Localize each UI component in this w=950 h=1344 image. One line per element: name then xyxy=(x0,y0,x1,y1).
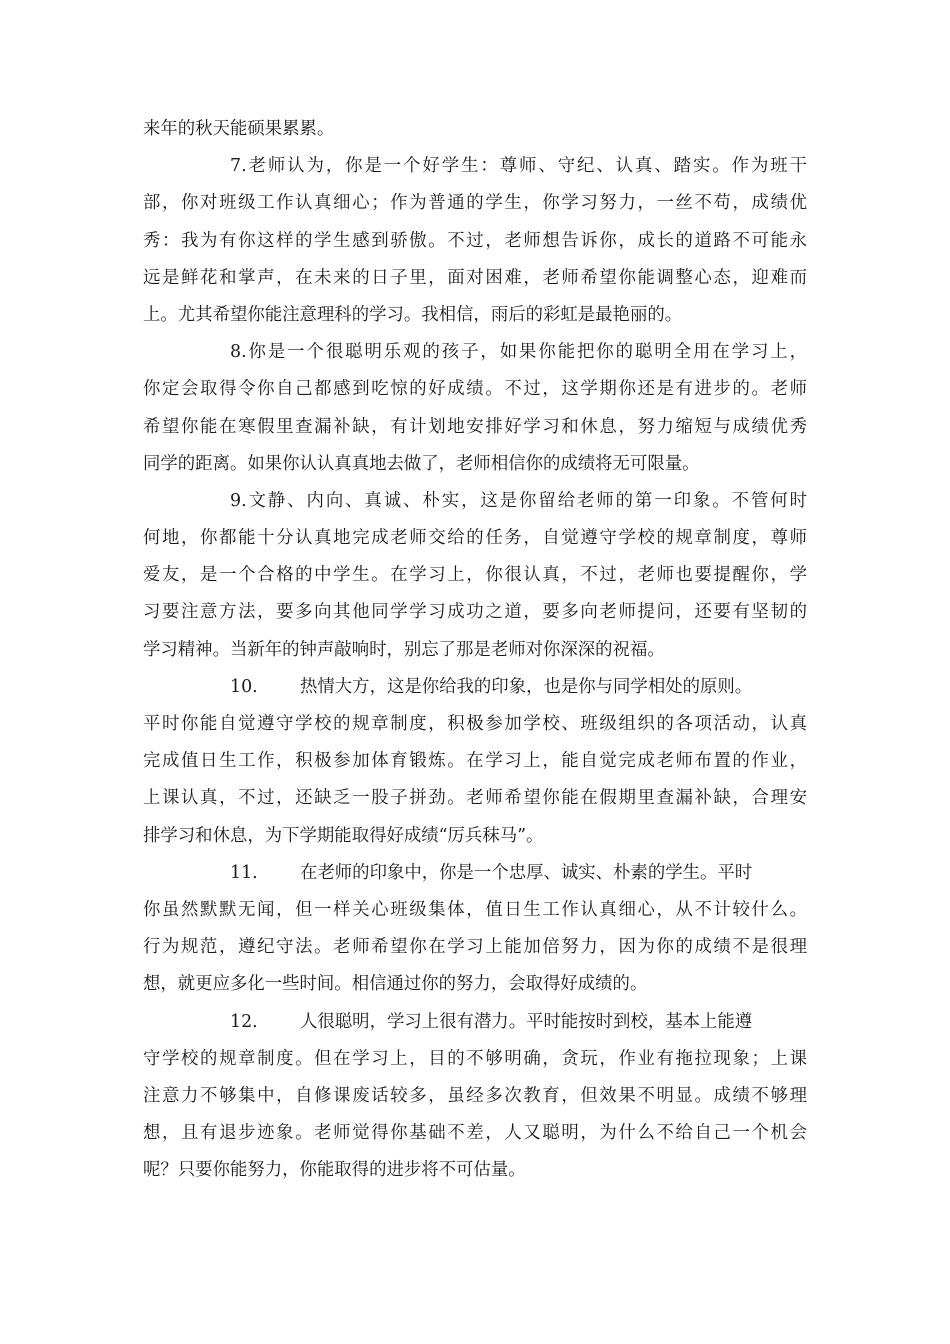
paragraph-number: 12. xyxy=(230,1011,258,1032)
text-line xyxy=(143,669,807,706)
text-line: 上课认真，不过，还缺乏一股子拼劲。老师希望你能在假期里查漏补缺，合理安 xyxy=(143,788,807,809)
text-line: 9.文静、内向、真诚、朴实，这是你留给老师的第一印象。不管何时 xyxy=(230,490,807,511)
text-line: 何地，你都能十分认真地完成老师交给的任务，自觉遵守学校的规章制度，尊师 xyxy=(143,528,807,549)
paragraph-9 xyxy=(143,483,807,669)
document-body xyxy=(143,111,807,1189)
text-line: 同学的距离。如果你认认真真地去做了，老师相信你的成绩将无可限量。 xyxy=(143,453,700,474)
text-line: 注意力不够集中，自修课废话较多，虽经多次教育，但效果不明显。成绩不够理 xyxy=(143,1085,807,1106)
text-line: 上。尤其希望你能注意理科的学习。我相信，雨后的彩虹是最艳丽的。 xyxy=(143,304,683,325)
text-span: 在老师的印象中，你是一个忠厚、诚实、朴素的学生。平时 xyxy=(300,862,753,883)
text-line: 希望你能在寒假里查漏补缺，有计划地安排好学习和休息，努力缩短与成绩优秀 xyxy=(143,416,807,437)
text-line: 想，且有退步迹象。老师觉得你基础不差，人又聪明，为什么不给自己一个机会 xyxy=(143,1123,807,1144)
text-line: 秀：我为有你这样的学生感到骄傲。不过，老师想告诉你，成长的道路不可能永 xyxy=(143,230,807,251)
text-line: 完成值日生工作，积极参加体育锻炼。在学习上，能自觉完成老师布置的作业， xyxy=(143,751,807,772)
paragraph-number: 11. xyxy=(230,862,258,883)
text-line: 你虽然默默无闻，但一样关心班级集体，值日生工作认真细心，从不计较什么。 xyxy=(143,899,807,920)
text-line: 爱友，是一个合格的中学生。在学习上，你很认真，不过，老师也要提醒你，学 xyxy=(143,565,807,586)
paragraph-continuation xyxy=(143,111,807,148)
text-line: 部，你对班级工作认真细心；作为普通的学生，你学习努力，一丝不苟，成绩优 xyxy=(143,193,807,214)
text-line: 7.老师认为，你是一个好学生：尊师、守纪、认真、踏实。作为班干 xyxy=(230,156,807,177)
paragraph-number: 10. xyxy=(230,676,258,697)
text-span: 人很聪明，学习上很有潜力。平时能按时到校，基本上能遵 xyxy=(300,1011,753,1032)
paragraph-8 xyxy=(143,334,807,483)
text-line xyxy=(143,1004,807,1041)
text-line: 学习精神。当新年的钟声敲响时，别忘了那是老师对你深深的祝福。 xyxy=(143,639,665,660)
text-line: 呢？只要你能努力，你能取得的进步将不可估量。 xyxy=(143,1160,526,1181)
text-line: 习要注意方法，要多向其他同学学习成功之道，要多向老师提问，还要有坚韧的 xyxy=(143,602,807,623)
text-line: 平时你能自觉遵守学校的规章制度，积极参加学校、班级组织的各项活动，认真 xyxy=(143,714,807,734)
text-line: 守学校的规章制度。但在学习上，目的不够明确，贪玩，作业有拖拉现象；上课 xyxy=(143,1048,807,1069)
paragraph-10 xyxy=(143,669,807,855)
text-line: 你定会取得令你自己都感到吃惊的好成绩。不过，这学期你还是有进步的。老师 xyxy=(143,379,807,400)
text-line: 8.你是一个很聪明乐观的孩子，如果你能把你的聪明全用在学习上， xyxy=(230,342,807,363)
text-line: 远是鲜花和掌声，在未来的日子里，面对困难，老师希望你能调整心态，迎难而 xyxy=(143,267,807,288)
paragraph-12 xyxy=(143,1004,807,1190)
text-span: 热情大方，这是你给我的印象，也是你与同学相处的原则。 xyxy=(300,676,753,697)
text-line: 来年的秋天能硕果累累。 xyxy=(143,119,335,139)
text-line: 排学习和休息，为下学期能取得好成绩“厉兵秣马”。 xyxy=(143,825,544,846)
paragraph-7 xyxy=(143,148,807,334)
text-line: 想，就更应多化一些时间。相信通过你的努力，会取得好成绩的。 xyxy=(143,974,648,995)
paragraph-11 xyxy=(143,855,807,1004)
text-line xyxy=(143,855,807,892)
text-line: 行为规范，遵纪守法。老师希望你在学习上能加倍努力，因为你的成绩不是很理 xyxy=(143,937,807,958)
